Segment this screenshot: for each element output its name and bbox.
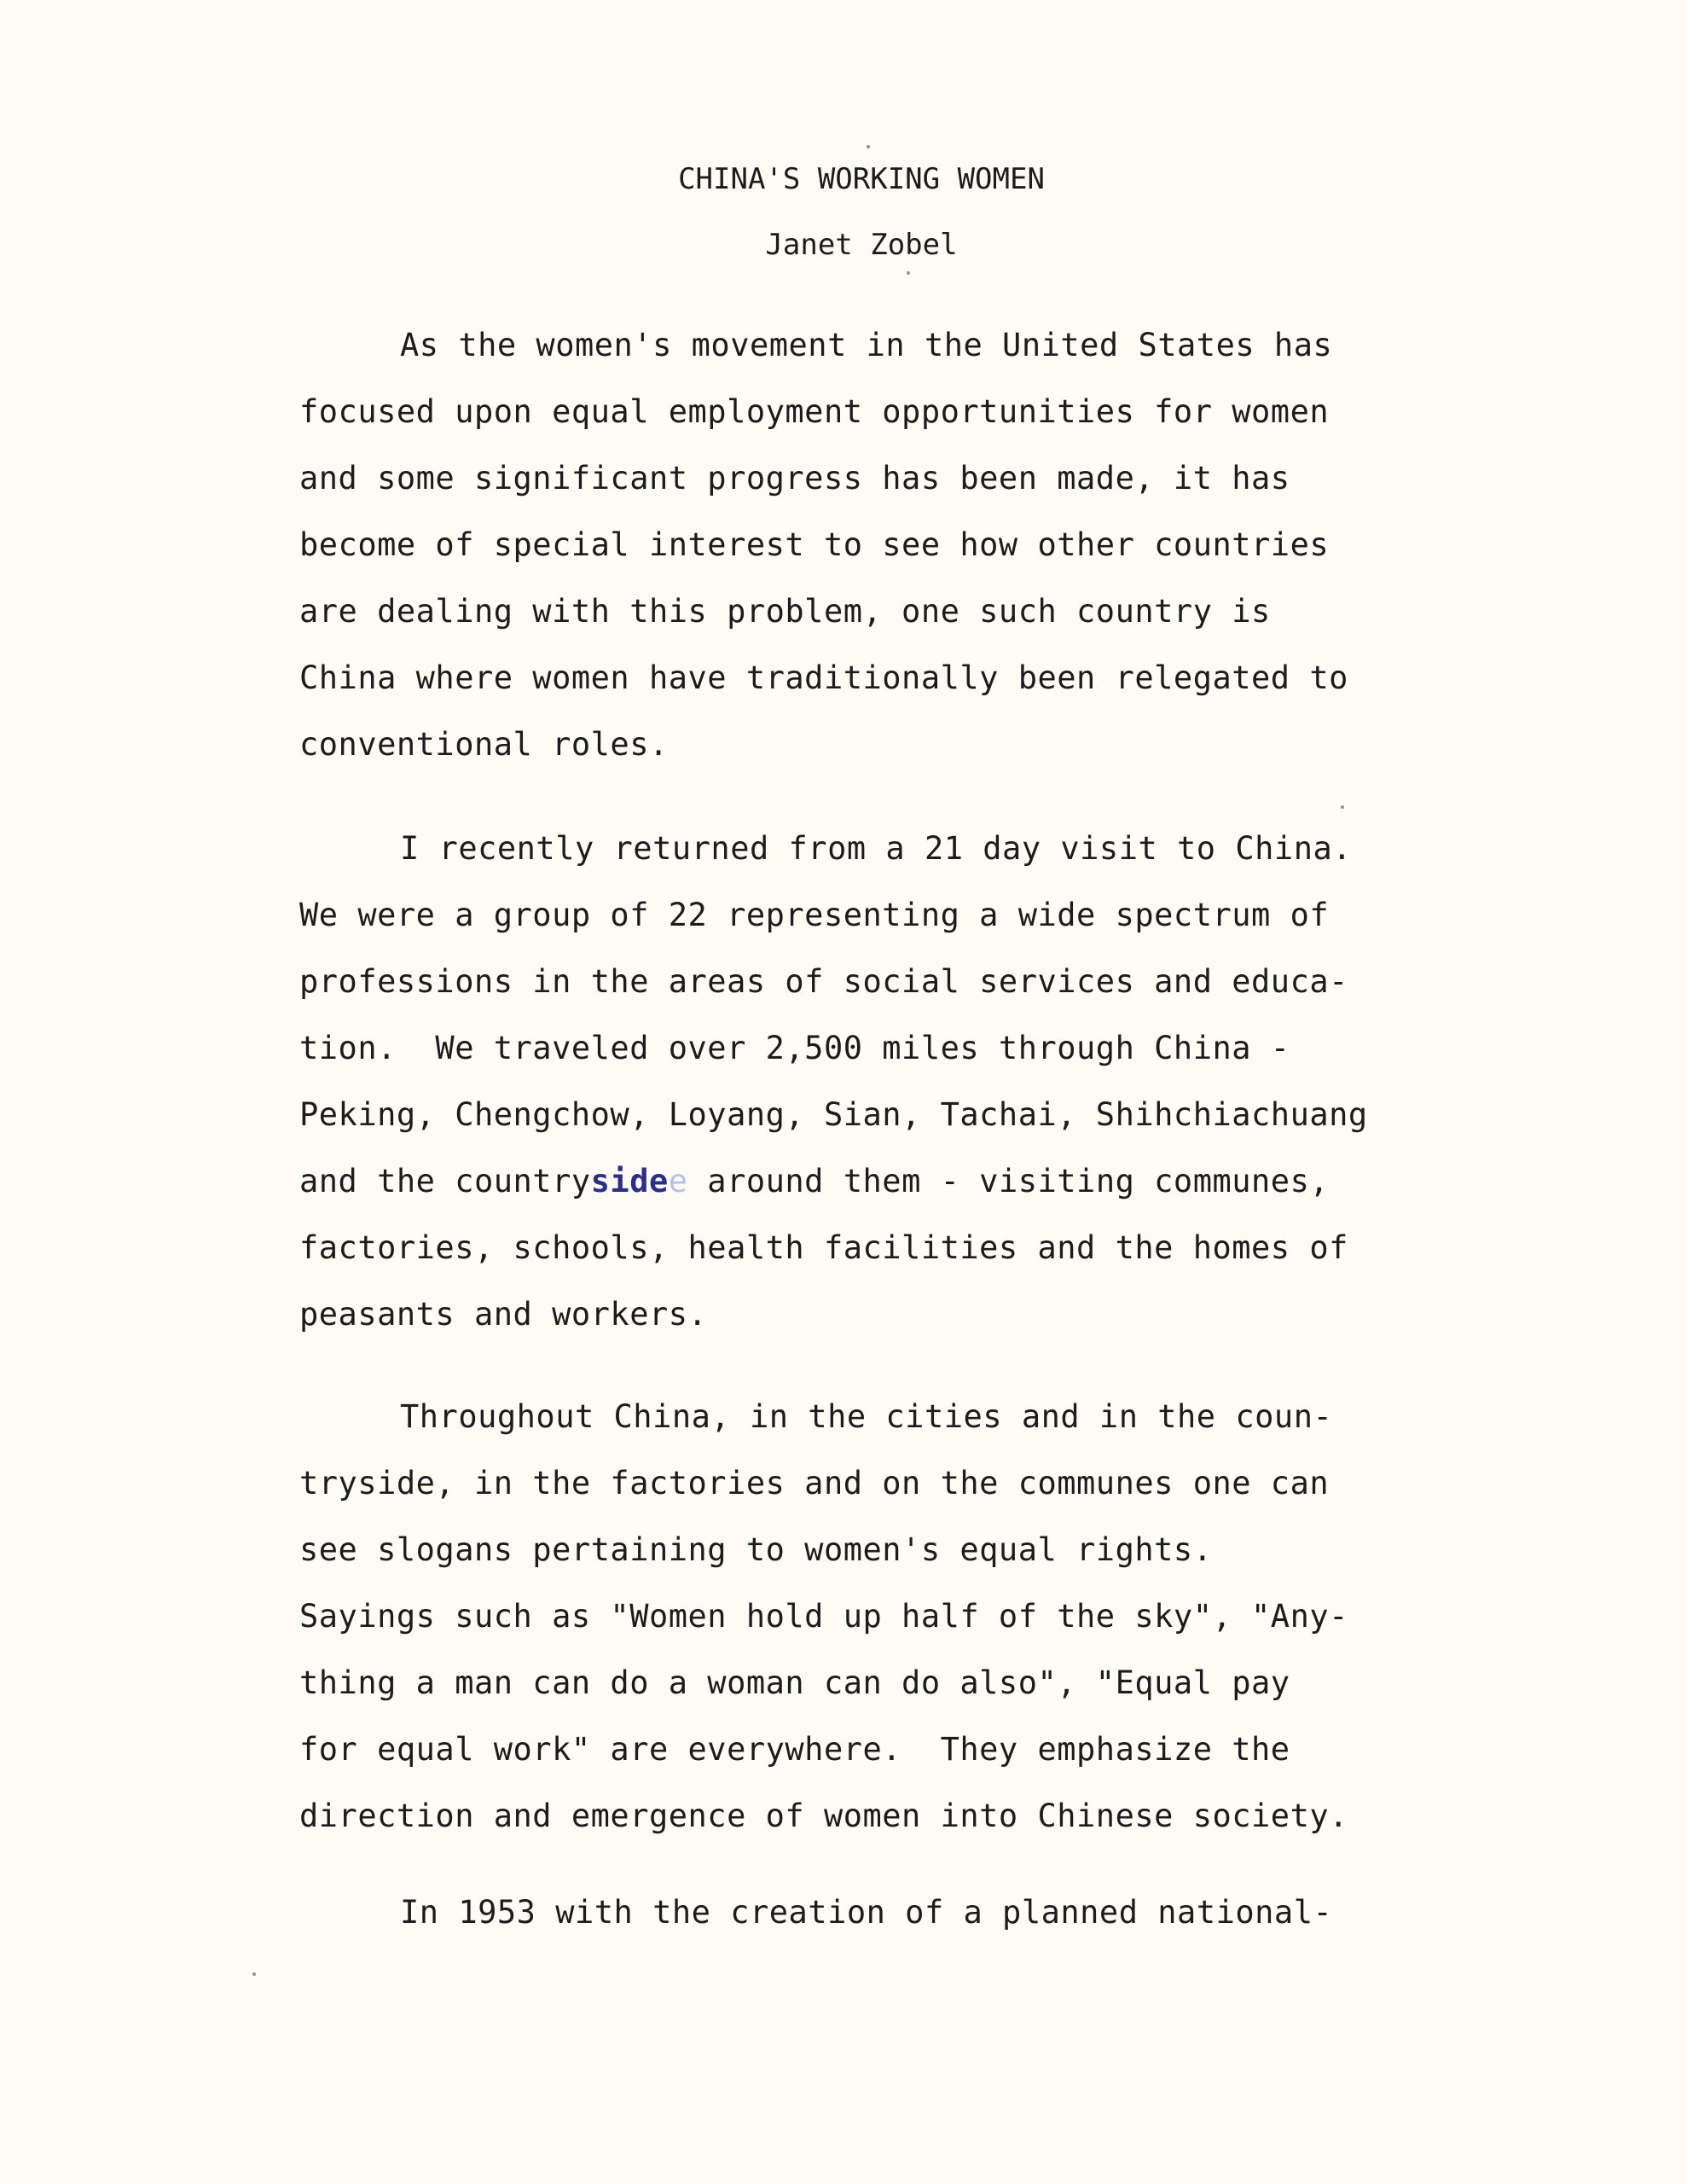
text-line: become of special interest to see how other countries	[299, 526, 1330, 563]
text-line: Throughout China, in the cities and in the coun-	[400, 1398, 1333, 1435]
faded-character: e	[668, 1163, 688, 1199]
text-line: In 1953 with the creation of a planned national-	[400, 1894, 1333, 1931]
text-line: focused upon equal employment opportunities for women	[299, 393, 1330, 430]
text-line: We were a group of 22 representing a wide spectrum of	[299, 897, 1330, 933]
text-line: tryside, in the factories and on the communes one can	[299, 1465, 1330, 1502]
document-title: CHINA'S WORKING WOMEN	[678, 162, 1045, 196]
text-line: peasants and workers.	[299, 1296, 708, 1333]
text-line: conventional roles.	[299, 726, 669, 763]
paragraph-1	[299, 312, 1425, 778]
text-line: direction and emergence of women into Chinese society.	[299, 1798, 1348, 1834]
text-line: are dealing with this problem, one such country is	[299, 593, 1271, 630]
paper-speck	[1341, 805, 1344, 809]
text-line: Peking, Chengchow, Loyang, Sian, Tachai, Shihchiachuang	[299, 1096, 1368, 1133]
document-author: Janet Zobel	[765, 228, 958, 262]
text-segment: around them - visiting communes,	[687, 1163, 1330, 1199]
text-line: and some significant progress has been made, it has	[299, 460, 1290, 497]
text-line: professions in the areas of social services and educa-	[299, 963, 1348, 1000]
text-line: tion. We traveled over 2,500 miles through China -	[299, 1030, 1290, 1066]
paper-speck	[867, 145, 870, 148]
paper-speck	[907, 271, 910, 275]
text-line: China where women have traditionally been relegated to	[299, 659, 1348, 696]
text-line-corrected	[299, 1148, 1425, 1215]
text-line: see slogans pertaining to women's equal rights.	[299, 1531, 1213, 1568]
paragraph-4	[299, 1879, 1425, 1946]
paragraph-2	[299, 816, 1425, 1348]
paragraph-3	[299, 1384, 1425, 1850]
text-line: for equal work" are everywhere. They emphasize the	[299, 1731, 1290, 1768]
text-segment: and the country	[299, 1163, 591, 1199]
text-line: Sayings such as "Women hold up half of the sky", "Any-	[299, 1598, 1348, 1635]
text-line: thing a man can do a woman can do also", "Equal pay	[299, 1664, 1290, 1701]
overtyped-correction: side	[590, 1163, 669, 1199]
text-line: I recently returned from a 21 day visit to China.	[400, 830, 1353, 867]
paper-speck	[252, 1972, 256, 1976]
text-line: As the women's movement in the United States has	[400, 327, 1333, 363]
text-line: factories, schools, health facilities and the homes of	[299, 1229, 1348, 1266]
